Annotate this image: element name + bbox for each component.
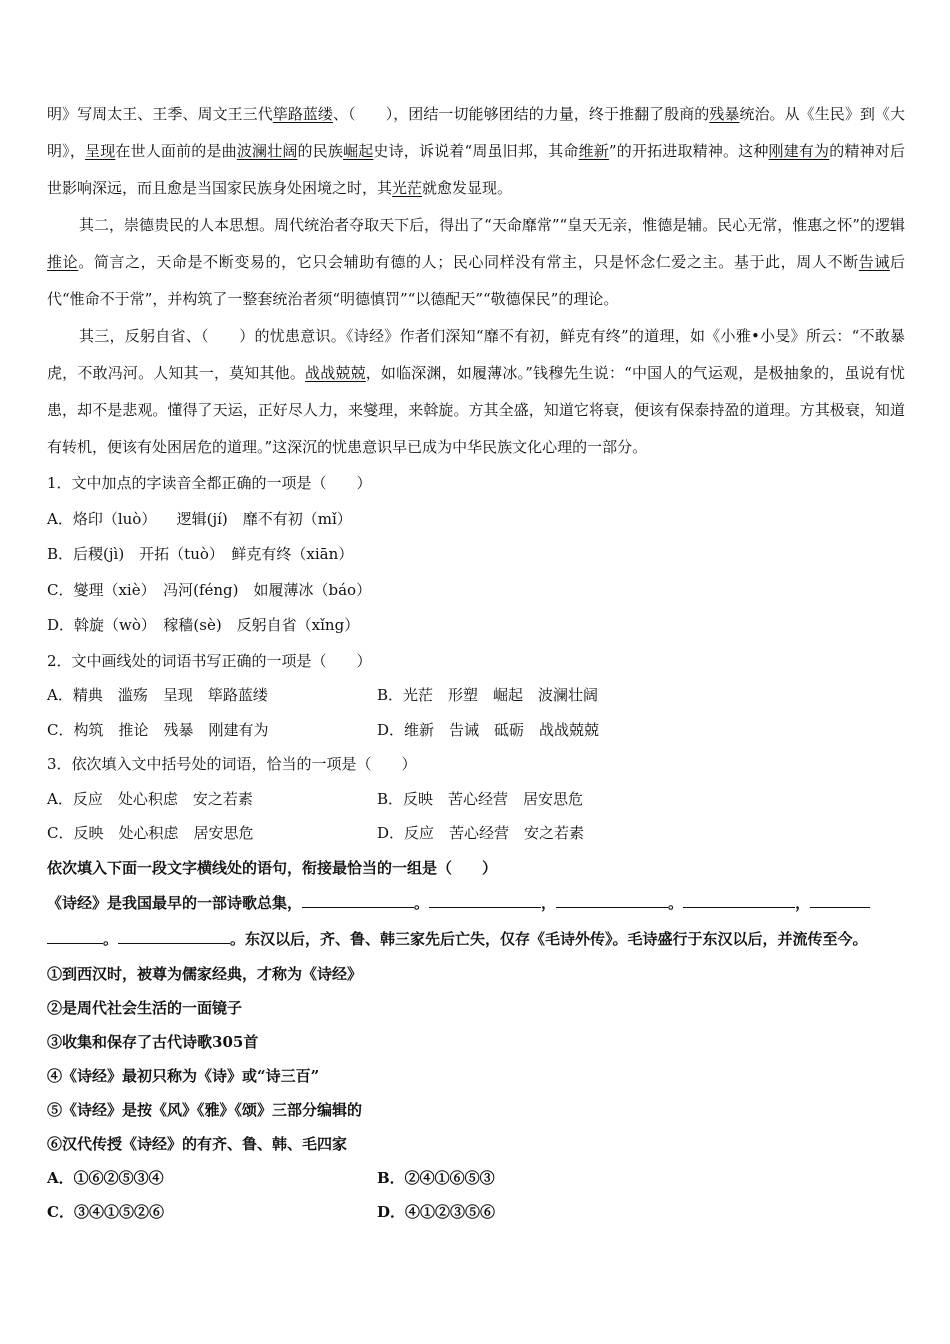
underlined-word: 崛起 [343,142,374,160]
question-3-options-row-2 [47,816,905,851]
question-4-item-4: ④《诗经》最初只称为《诗》或“诗三百” [47,1066,320,1085]
question-4-options-row-2 [47,1195,905,1230]
text: 。简言之，天命是不断变易的，它只会辅助有德的人；民心同样没有常主，只是怀念仁爱之主。基于此，周人不断 [78,253,859,271]
blank-4[interactable] [683,893,795,908]
text: 、（ ），团结一切能够团结的力量，终于推翻了殷商的 [333,105,710,123]
text: 。东汉以后，齐、鲁、韩三家先后亡失，仅存《毛诗外传》。毛诗盛行于东汉以后，并流传至今。 [230,929,868,948]
passage-paragraph-3 [47,318,905,466]
blank-3[interactable] [556,893,668,908]
blank-5-end[interactable] [47,929,103,944]
question-4-item-6: ⑥汉代传授《诗经》的有齐、鲁、韩、毛四家 [47,1134,348,1153]
blank-5-start[interactable] [810,893,870,908]
question-3-options-row-1 [47,782,905,817]
passage-paragraph-1 [47,96,905,207]
underlined-word: 告诫 [858,253,890,271]
question-4-passage-line-1 [47,885,905,921]
question-4-option-b[interactable]: B．②④①⑥⑤③ [377,1168,495,1187]
underlined-word: 刚建有为 [768,142,830,160]
question-3-stem: 3．依次填入文中括号处的词语，恰当的一项是（ ） [47,755,417,773]
punct: ， [541,893,557,912]
punct: 。 [103,929,119,948]
punct: 。 [414,893,430,912]
underlined-word: 战战兢兢 [305,364,366,382]
question-1-option-c[interactable]: C．燮理（xiè） 冯河(féng) 如履薄冰（báo） [47,580,372,599]
question-4-item-2: ②是周代社会生活的一面镜子 [47,998,243,1017]
question-2-stem: 2．文中画线处的词语书写正确的一项是（ ） [47,651,372,670]
question-4-stem: 依次填入下面一段文字横线处的语句，衔接最恰当的一组是（ ） [47,858,498,877]
question-1-option-b[interactable]: B．后稷(jì) 开拓（tuò） 鲜克有终（xiān） [47,545,354,563]
text: 的精神对后世影响深远，而且愈是当国家民族身处困境之时，其 [47,142,905,197]
question-4-option-c[interactable]: C．③④①⑤②⑥ [47,1203,164,1221]
question-1-option-a[interactable]: A．烙印（luò） 逻辑(jí) 靡不有初（mǐ） [47,509,352,528]
exam-page [47,96,905,1230]
question-4-item-1: ①到西汉时，被尊为儒家经典，才称为《诗经》 [47,964,363,983]
text: 后代“惟命不于常”，并构筑了一整套统治者须“明德慎罚”“以德配天”“敬德保民”的理论。 [47,253,905,308]
text: 就愈发显现。 [422,179,513,197]
underlined-word: 呈现 [85,142,116,160]
question-2-option-d[interactable]: D．维新 告诫 砥砺 战战兢兢 [377,720,600,739]
question-3-option-a[interactable]: A．反应 处心积虑 安之若素 [47,789,253,808]
question-3-option-d[interactable]: D．反应 苦心经营 安之若素 [377,824,585,842]
underlined-word: 残暴 [709,105,740,123]
question-2-stem-row [47,644,905,679]
question-3-option-c[interactable]: C．反映 处心积虑 居安思危 [47,824,254,842]
punct: ， [795,893,811,912]
text: 史诗，诉说着“周虽旧邦，其命 [373,142,579,160]
text: ”的开拓进取精神。这种 [608,142,769,160]
blank-2[interactable] [429,893,541,908]
question-4-item-5: ⑤《诗经》是按《风》《雅》《颂》三部分编辑的 [47,1100,363,1119]
text: 的民族 [297,142,344,160]
underlined-word: 筚路蓝缕 [272,105,333,123]
question-2-options-row-2 [47,713,905,748]
question-2-options-row-1 [47,678,905,713]
question-1-option-d[interactable]: D．斡旋（wò） 稼穑(sè) 反躬自省（xǐng） [47,616,360,634]
question-3-stem-row [47,747,905,782]
passage-paragraph-2 [47,207,905,318]
question-4-option-d[interactable]: D．④①②③⑤⑥ [377,1203,496,1221]
text: 其三，反躬自省、（ ）的忧患意识。《诗经》作者们深知“靡不有初，鲜克有终”的道理，如《小雅•小旻》所云：“不敢暴虎，不敢冯河。人知其一，莫知其他。 [47,327,905,382]
blank-6[interactable] [118,929,230,944]
question-3-option-b[interactable]: B．反映 苦心经营 居安思危 [377,789,584,808]
question-4-passage-line-2 [47,921,905,957]
underlined-word: 波澜壮阔 [236,142,298,160]
blank-1[interactable] [302,893,414,908]
question-4-options-row-1 [47,1161,905,1196]
text: 在世人面前的是曲 [115,142,237,160]
question-2-option-c[interactable]: C．构筑 推论 残暴 刚建有为 [47,720,269,739]
text: 统治。从《生民》到《大明》， [47,105,905,160]
underlined-word: 光茫 [392,179,423,197]
question-1-stem: 1．文中加点的字读音全都正确的一项是（ ） [47,474,372,492]
text: 其二，崇德贵民的人本思想。周代统治者夺取天下后，得出了“天命靡常”“皇天无亲，惟德是辅。民心无常，惟惠之怀”的逻辑 [79,216,905,234]
text: ，如临深渊，如履薄冰。”钱穆先生说：“中国人的气运观，是极抽象的，虽说有忧患，却不是悲观。懂得了天运，正好尽人力，来燮理，来斡旋。方其全盛，知道它将衰，便该有保泰持盈的道理。方其极衰，知道有转机，便该有处困居危的道理。”这深沉的忧患意识早已成为中华民族文化心理的一部分。 [47,364,905,456]
text: 《诗经》是我国最早的一部诗歌总集， [47,893,303,912]
question-4-option-a[interactable]: A．①⑥②⑤③④ [47,1168,164,1187]
text: 明》写周太王、王季、周文王三代 [47,105,273,123]
underlined-word: 维新 [578,142,609,160]
punct: 。 [668,893,684,912]
question-2-option-b[interactable]: B．光茫 形塑 崛起 波澜壮阔 [377,686,599,704]
question-4-item-3: ③收集和保存了古代诗歌305首 [47,1032,259,1051]
underlined-word: 推论 [47,253,79,271]
question-2-option-a[interactable]: A．精典 滥殇 呈现 筚路蓝缕 [47,686,268,704]
